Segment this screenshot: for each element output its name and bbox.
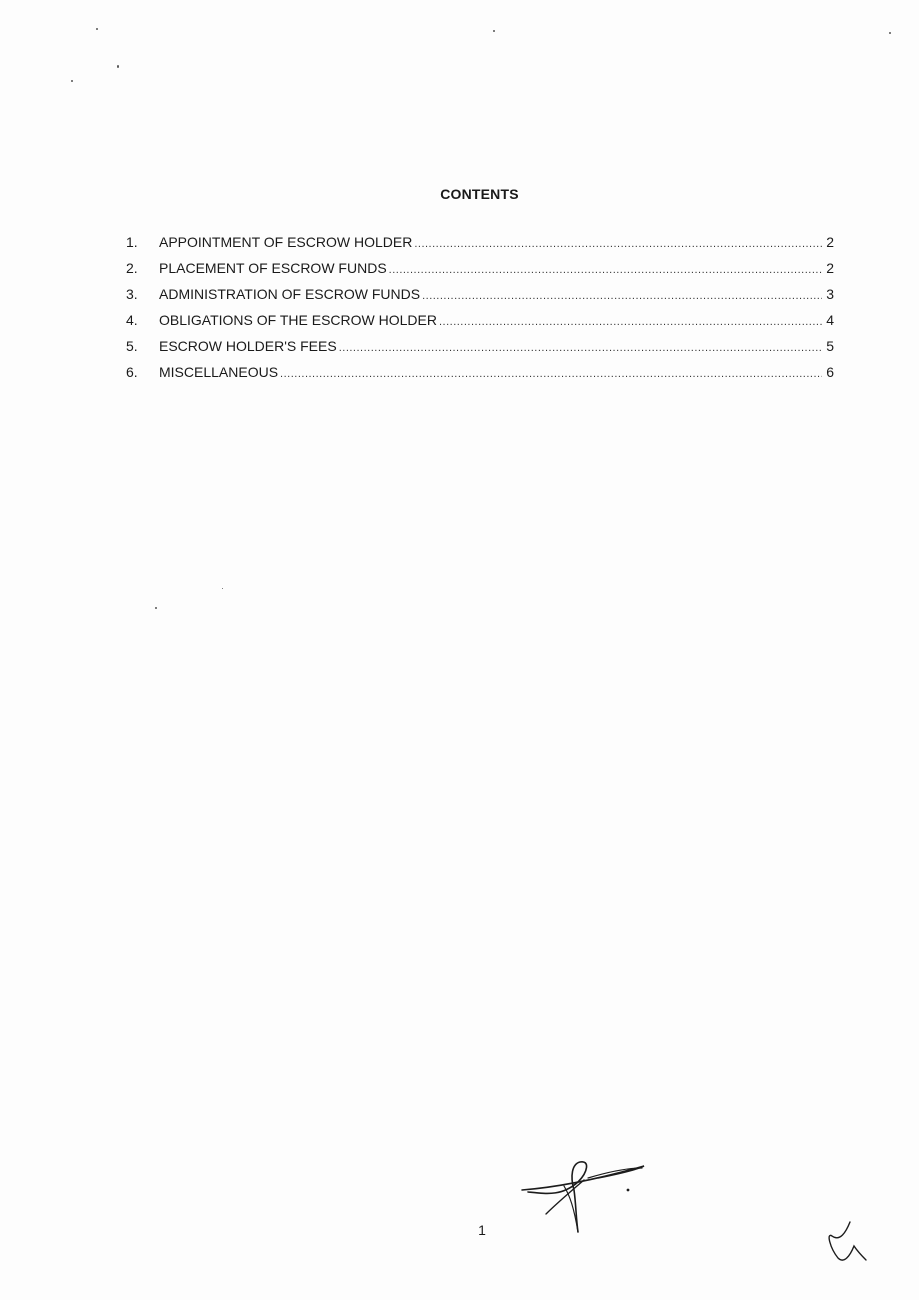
scan-speck [96, 28, 98, 30]
toc-entry-number: 4. [126, 312, 138, 328]
toc-entry-page: 5 [826, 338, 834, 354]
toc-entry-title: PLACEMENT OF ESCROW FUNDS [159, 260, 387, 276]
scan-speck [71, 80, 73, 82]
scan-speck [155, 607, 157, 609]
scan-speck [889, 32, 891, 34]
toc-leader-dots [439, 316, 822, 328]
toc-entry-number: 6. [126, 364, 138, 380]
toc-entry-number: 5. [126, 338, 138, 354]
contents-heading: CONTENTS [440, 186, 519, 202]
scan-speck [117, 65, 119, 68]
toc-leader-dots [389, 264, 822, 276]
toc-entry[interactable] [126, 234, 834, 260]
toc-entry-page: 6 [826, 364, 834, 380]
handwritten-initials-icon [824, 1218, 870, 1268]
scan-speck [493, 30, 495, 32]
toc-entry-title: OBLIGATIONS OF THE ESCROW HOLDER [159, 312, 437, 328]
toc-entry-title: ADMINISTRATION OF ESCROW FUNDS [159, 286, 421, 302]
handwritten-signature-icon [518, 1156, 650, 1236]
toc-leader-dots [414, 238, 822, 250]
toc-entry-page: 3 [826, 286, 834, 302]
toc-entry-page: 2 [826, 260, 834, 276]
scan-speck [222, 588, 223, 589]
toc-entry-number: 3. [126, 286, 138, 302]
toc-entry[interactable] [126, 364, 834, 390]
toc-entry[interactable] [126, 338, 834, 364]
toc-leader-dots [339, 342, 822, 354]
toc-entry-page: 4 [826, 312, 834, 328]
toc-entry[interactable] [126, 286, 834, 312]
toc-entry-title: APPOINTMENT OF ESCROW HOLDER [159, 234, 413, 250]
toc-leader-dots [422, 290, 822, 302]
page-number: 1 [478, 1222, 486, 1238]
toc-entry-title: ESCROW HOLDER'S FEES [159, 338, 337, 354]
toc-entry[interactable] [126, 260, 834, 286]
toc-entry-number: 2. [126, 260, 138, 276]
toc-entry-number: 1. [126, 234, 138, 250]
toc-leader-dots [280, 368, 822, 380]
toc-entry[interactable] [126, 312, 834, 338]
toc-entry-title: MISCELLANEOUS [159, 364, 279, 380]
toc-entry-page: 2 [826, 234, 834, 250]
table-of-contents [126, 234, 834, 390]
